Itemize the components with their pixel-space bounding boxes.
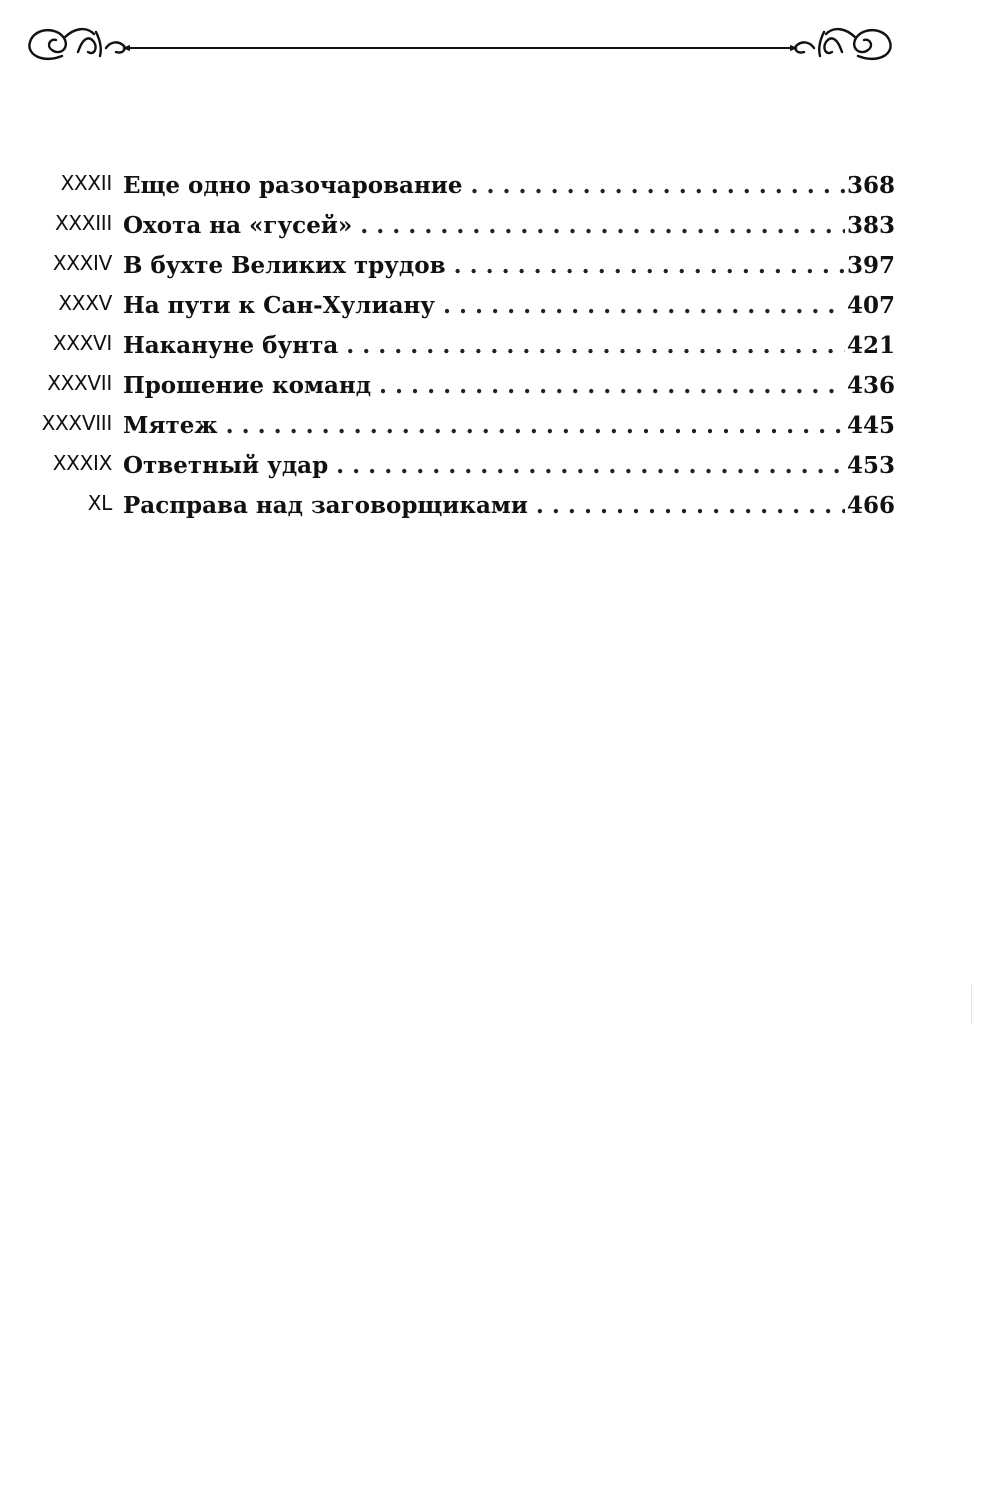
toc-entry[interactable]: [0, 166, 1000, 206]
toc-entry[interactable]: [0, 406, 1000, 446]
page-number: 445: [846, 412, 895, 439]
chapter-number: XXXVI: [52, 331, 112, 355]
page-number: 397: [846, 252, 895, 279]
page-number: 466: [846, 492, 895, 519]
chapter-number: XXXV: [58, 291, 112, 315]
scan-artifact: [971, 985, 972, 1025]
page-number: 407: [846, 292, 895, 319]
page-number: 383: [846, 212, 895, 239]
toc-entry[interactable]: [0, 246, 1000, 286]
chapter-title: Расправа над заговорщиками: [123, 492, 528, 519]
dot-leader: [226, 406, 845, 446]
page-number: 421: [846, 332, 895, 359]
chapter-title: Ответный удар: [123, 452, 329, 479]
page-number: 368: [846, 172, 895, 199]
dot-leader: [346, 326, 845, 366]
toc-entry[interactable]: [0, 206, 1000, 246]
chapter-number: XL: [87, 491, 112, 515]
dot-leader: [454, 246, 845, 286]
page-number: 436: [846, 372, 895, 399]
chapter-number: XXXVIII: [41, 411, 112, 435]
toc-entry[interactable]: [0, 326, 1000, 366]
chapter-number: XXXIII: [55, 211, 112, 235]
chapter-title: В бухте Великих трудов: [123, 252, 446, 279]
chapter-title: Охота на «гусей»: [123, 212, 353, 239]
page-number: 453: [846, 452, 895, 479]
chapter-number: XXXVII: [47, 371, 112, 395]
chapter-title: Мятеж: [123, 412, 218, 439]
dot-leader: [360, 206, 845, 246]
chapter-number: XXXIX: [52, 451, 112, 475]
toc-entry[interactable]: [0, 286, 1000, 326]
dot-leader: [471, 166, 845, 206]
chapter-title: На пути к Сан-Хулиану: [123, 292, 436, 319]
dot-leader: [336, 446, 845, 486]
chapter-title: Накануне бунта: [123, 332, 339, 359]
header-flourish-icon: [22, 18, 898, 76]
chapter-number: XXXIV: [52, 251, 112, 275]
toc-entry[interactable]: [0, 486, 1000, 526]
chapter-title: Прошение команд: [123, 372, 372, 399]
toc-entry[interactable]: [0, 366, 1000, 406]
table-of-contents: [0, 166, 1000, 526]
dot-leader: [379, 366, 845, 406]
toc-entry[interactable]: [0, 446, 1000, 486]
dot-leader: [443, 286, 845, 326]
dot-leader: [536, 486, 845, 526]
chapter-number: XXXII: [60, 171, 112, 195]
chapter-title: Еще одно разочарование: [123, 172, 463, 199]
